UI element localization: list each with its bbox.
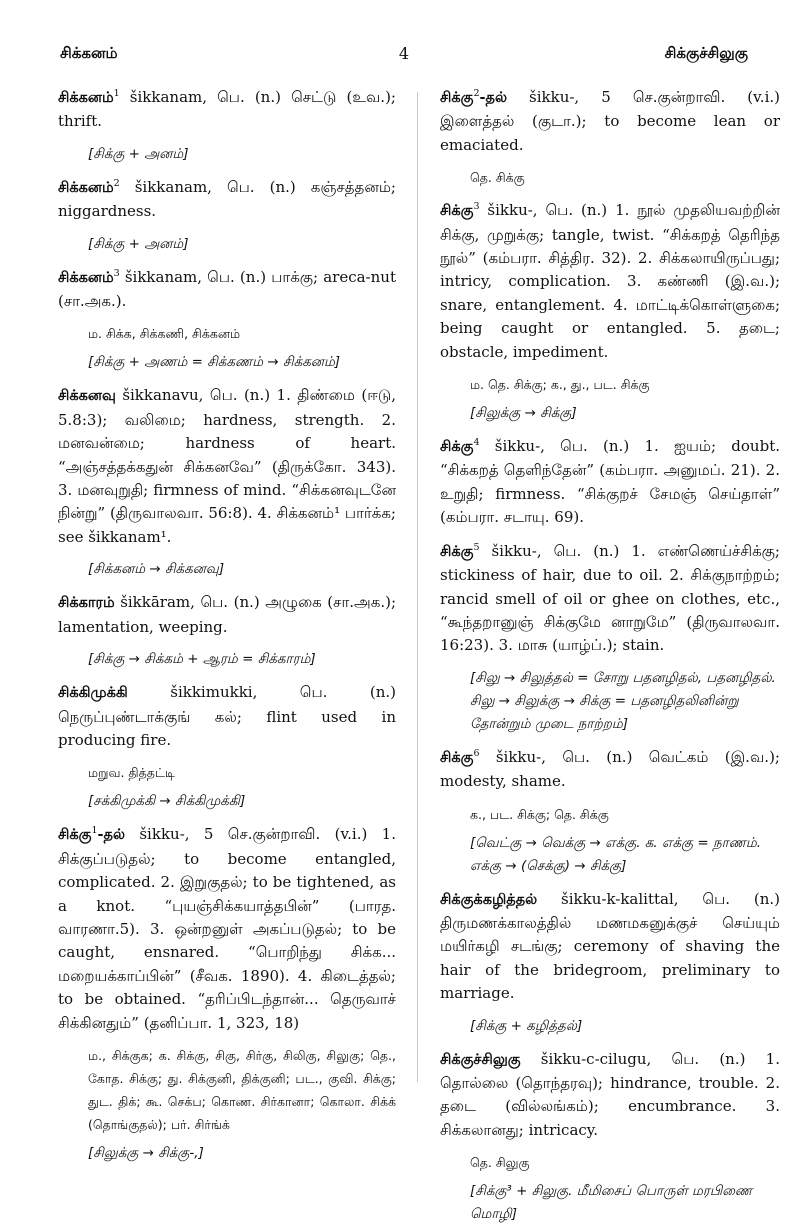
entry-body: šikku-, பெ. (n.) 1. எண்ணெய்ச்சிக்கு; stickiness of hair, due to oil. 2. சிக்குநாற்றம்; rancid smell of oil or ghee on clothes, etc., “கூந்தறானுஞ் சிக்குமே னாறுமே” (திருவாலவா. 16:23). 3. மாசு (யாழ்ப்.); stain. — [440, 541, 780, 655]
running-head-right: சிக்குச்சிலுகு — [664, 44, 748, 62]
running-head-left: சிக்கனம் — [60, 44, 118, 62]
etymology: [சிக்கு³ + சிலுகு. மீமிசைப் பொருள் மரபிணை மொழி] — [470, 1183, 753, 1223]
homonym-number: 1 — [113, 88, 120, 99]
entry-body: šikku-, பெ. (n.) வெட்கம் (இ.வ.); modesty, shame. — [440, 747, 780, 791]
entry-body: šikku-k-kalittal, பெ. (n.) திருமணக்காலத்தில் மணமகனுக்குச் செய்யும் மயிர்கழி சடங்கு; ceremony of shaving the hair of the bridegroom, preliminary to marriage. — [440, 889, 780, 1003]
entry-body: šikkanam, பெ. (n.) செட்டு (உவ.); thrift. — [58, 88, 396, 131]
right-column — [440, 86, 780, 1226]
dictionary-entry — [58, 266, 396, 314]
entry-body: šikkanam, பெ. (n.) கஞ்சத்தனம்; niggardness. — [58, 177, 396, 221]
headword: சிக்கனம் — [58, 179, 114, 196]
entry-body: šikkanam, பெ. (n.) பாக்கு; areca-nut (சா.அக.). — [58, 267, 396, 311]
headword: சிக்காரம் — [58, 595, 115, 612]
cognates: க., பட. சிக்கு; தெ. சிக்கு — [470, 806, 609, 822]
entry-body: šikku-, பெ. (n.) 1. ஐயம்; doubt. “சிக்கறத் தெளிந்தேன்” (கம்பரா. அனுமப். 21). 2. உறுதி; firmness. “சிக்குறச் சேமஞ் செய்தாள்” (கம்பரா. சடாயு. 69). — [440, 437, 780, 527]
headword: சிக்கு — [440, 543, 474, 560]
cognates: ம., சிக்குக; க. சிக்கு, சிகு, சிர்கு, சிலிகு, சிலுகு; தெ., கோத. சிக்கு; து. சிக்குனி, திக்குனி; பட., குவி. சிக்கு; துட. திக்; கூ. செக்ப; கொண. சிர்கானா; கொலா. சிக்க் (தொங்குதல்); பர். சிர்ங்க் — [88, 1047, 396, 1132]
headword: சிக்கிமுக்கி — [58, 685, 128, 702]
etymology: [சக்கிமுக்கி → சிக்கிமுக்கி] — [88, 793, 246, 810]
headword: சிக்கு — [58, 827, 92, 844]
dictionary-entry — [440, 888, 780, 1006]
left-column — [58, 86, 396, 1165]
etymology: [சிக்கு → சிக்கம் + ஆரம் = சிக்காரம்] — [88, 651, 316, 668]
headword: சிக்குச்சிலுகு — [440, 1051, 521, 1068]
homonym-number: 5 — [473, 541, 480, 553]
headword: சிக்கு — [440, 90, 474, 106]
cognates: ம. சிக்க, சிக்கணி, சிக்கனம் — [88, 326, 241, 342]
entry-body: šikku-, 5 செ.குன்றாவி. (v.i.) 1. சிக்குப்படுதல்; to become entangled, complicated. 2. இறுகுதல்; to be tightened, as a knot. “புயஞ்சிக்கயாத்தபின்” (பாரத. வாரணா.5). 3. ஒன்றனுள் அகப்படுதல்; to be caught, ensnared. “பொறிந்து சிக்க... மறையக்காப்பின்” (சீவக. 1890). 4. கிடைத்தல்; to be obtained. “தரிப்பிடந்தான்... தெருவாச் சிக்கினதும்” (தனிப்பா. 1, 323, 18) — [58, 825, 396, 1032]
dictionary-entry — [58, 681, 396, 752]
headword: சிக்கனம் — [58, 90, 114, 106]
homonym-number: 3 — [113, 267, 120, 279]
column-divider — [417, 92, 418, 1082]
homonym-number: 4 — [473, 437, 480, 449]
entry-body: šikku-, பெ. (n.) 1. நூல் முதலியவற்றின் சிக்கு, முறுக்கு; tangle, twist. “சிக்கறத் தெரிந்த நூல்” (கம்பரா. சித்திர. 32). 2. சிக்கலாயிருப்பது; intricy, complication. 3. கண்ணி (இ.வ.); snare, entanglement. 4. மாட்டிக்கொள்ளுகை; being caught or entangled. 5. தடை; obstacle, impediment. — [440, 201, 780, 361]
headword: சிக்குக்கழித்தல் — [440, 891, 538, 908]
entry-body: šikkimukki, பெ. (n.) நெருப்புண்டாக்குங் கல்; flint used in producing fire. — [58, 683, 396, 749]
dictionary-entry — [440, 540, 780, 658]
dictionary-entry — [58, 823, 396, 1035]
dictionary-entry — [440, 435, 780, 530]
homonym-number: 2 — [473, 88, 480, 99]
dictionary-entry — [440, 746, 780, 794]
cognates: ம. தெ. சிக்கு; க., து., பட. சிக்கு — [470, 377, 650, 393]
cognates: தெ. சிக்கு — [470, 170, 525, 186]
homonym-number: 1 — [91, 825, 98, 837]
dictionary-entry — [58, 384, 396, 549]
homonym-number: 2 — [113, 177, 120, 189]
dictionary-entry — [58, 591, 396, 639]
page-number: 4 — [398, 44, 410, 63]
etymology: [சிக்கு + அனம்] — [88, 235, 189, 252]
homonym-number: 6 — [473, 747, 480, 759]
headword-suffix: -தல் — [479, 90, 507, 106]
headword: சிக்கனவு — [58, 388, 116, 405]
homonym-number: 3 — [473, 201, 480, 213]
cognates: மறுவ. தித்தட்டி — [88, 765, 175, 781]
dictionary-entry — [440, 199, 780, 364]
dictionary-entry — [440, 1048, 780, 1143]
etymology: [சிக்கு + அணம் = சிக்கணம் → சிக்கனம்] — [88, 354, 341, 371]
etymology: [சிலுக்கு → சிக்கு] — [470, 405, 577, 422]
dictionary-entry — [58, 86, 396, 134]
page-header — [60, 44, 748, 74]
dictionary-entry — [440, 86, 780, 157]
etymology: [சிக்கனம் → சிக்கனவு] — [88, 561, 225, 578]
headword: சிக்கு — [440, 203, 474, 220]
entry-body: šikku-, 5 செ.குன்றாவி. (v.i.) இளைத்தல் (குடா.); to become lean or emaciated. — [440, 88, 780, 154]
etymology: [வெட்கு → வெக்கு → எக்கு. க. எக்கு = நாணம். எக்கு → (செக்கு) → சிக்கு] — [470, 834, 762, 874]
etymology: [சிக்கு + அனம்] — [88, 145, 189, 162]
dictionary-entry — [58, 176, 396, 224]
headword: சிக்கு — [440, 749, 474, 766]
headword: சிக்கனம் — [58, 269, 114, 286]
etymology: [சிலுக்கு → சிக்கு-,] — [88, 1144, 204, 1161]
etymology: [சிலு → சிலுத்தல் = சோறு பதனழிதல், பதனழிதல். சிலு → சிலுக்கு → சிக்கு = பதனழிதலினின்று தோன்றும் முடை நாற்றம்] — [470, 669, 776, 732]
headword-suffix: -தல் — [97, 827, 125, 844]
entry-body: šikku-c-cilugu, பெ. (n.) 1. தொல்லை (தொந்தரவு); hindrance, trouble. 2. தடை (வில்லங்கம்); encumbrance. 3. சிக்கலானது; intricacy. — [440, 1049, 780, 1139]
entry-body: šikkāram, பெ. (n.) அழுகை (சா.அக.); lamentation, weeping. — [58, 593, 396, 636]
entry-body: šikkanavu, பெ. (n.) 1. திண்மை (ஈடு, 5.8:3); வலிமை; hardness, strength. 2. மனவன்மை; hardness of heart. “அஞ்சத்தக்கதுன் சிக்கனவே” (திருக்கோ. 343). 3. மனவுறுதி; firmness of mind. “சிக்கனவுடனே நின்று” (திருவாலவா. 56:8). 4. சிக்கனம்¹ பார்க்க; see šikkanam¹. — [58, 386, 396, 546]
headword: சிக்கு — [440, 439, 474, 456]
cognates: தெ. சிலுகு — [470, 1155, 530, 1171]
etymology: [சிக்கு + கழித்தல்] — [470, 1017, 583, 1034]
